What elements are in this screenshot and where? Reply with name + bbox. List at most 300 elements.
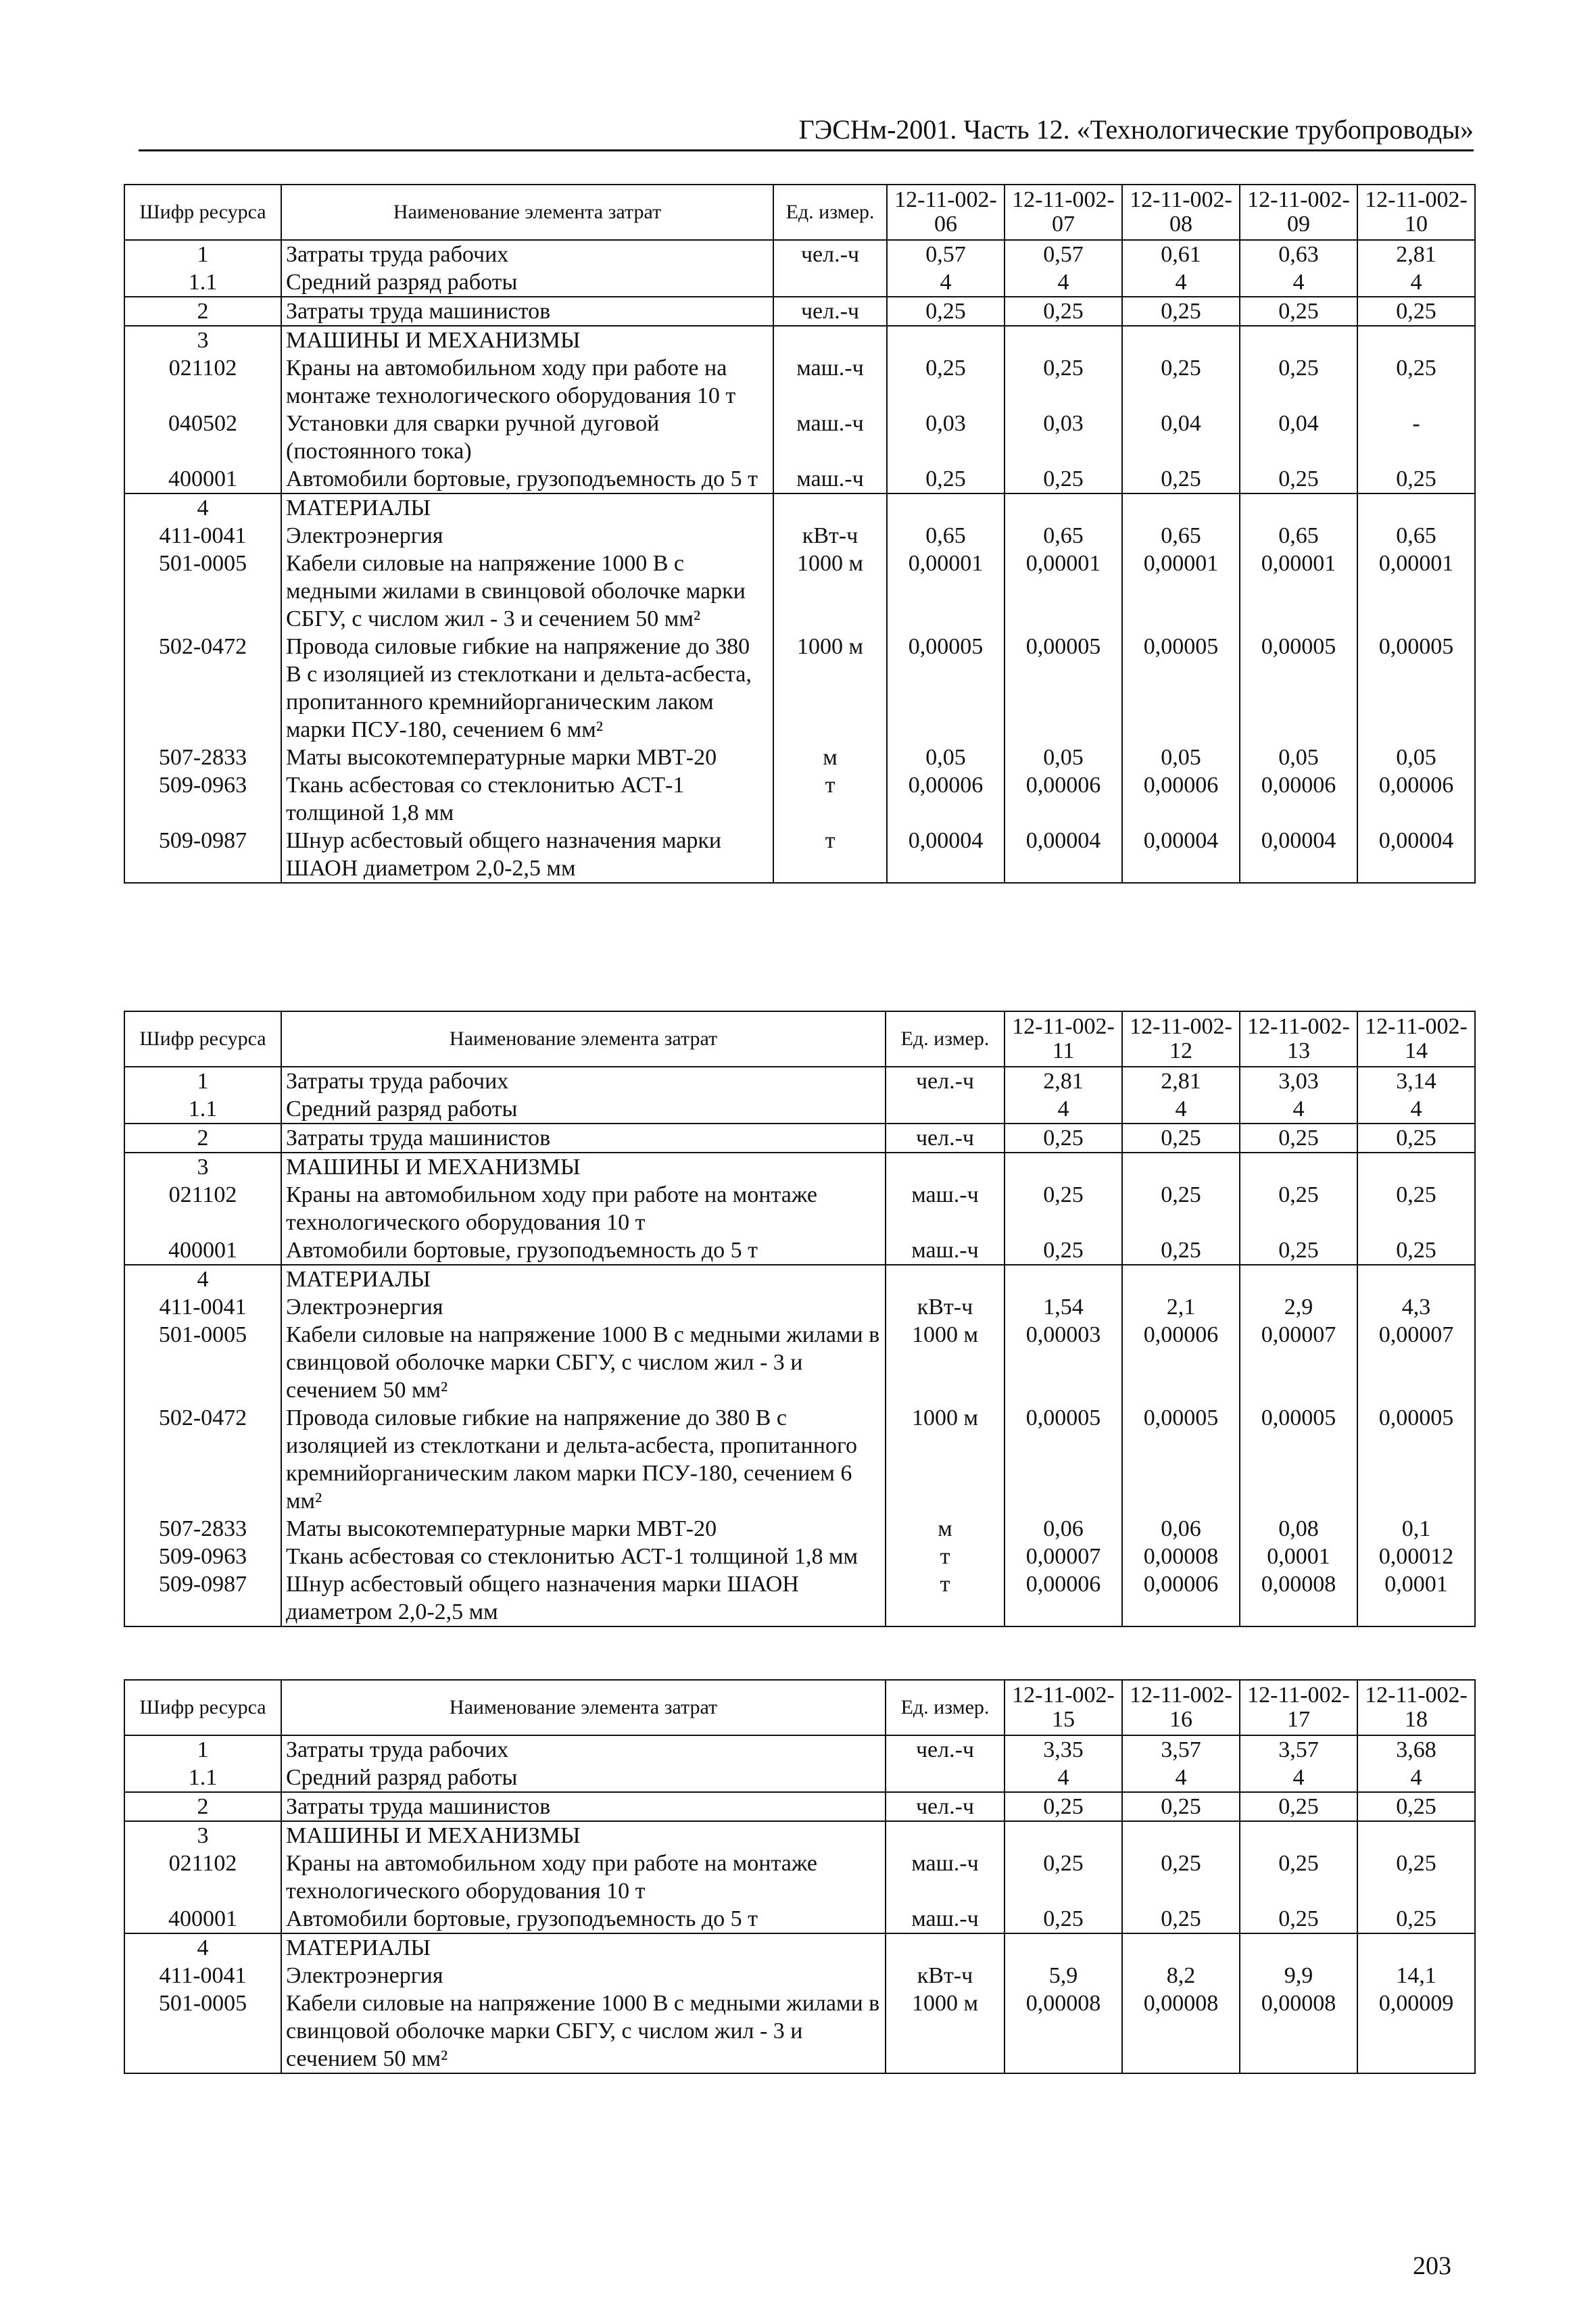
unit: маш.-ч bbox=[886, 1850, 1005, 1905]
norm-value bbox=[1240, 1933, 1357, 1962]
norm-value: 0,25 bbox=[1122, 1905, 1240, 1933]
norm-value: 0,08 bbox=[1240, 1515, 1357, 1543]
norm-value: 0,00007 bbox=[1357, 1321, 1475, 1404]
norm-value: 0,25 bbox=[1122, 297, 1240, 326]
norm-value: 0,1 bbox=[1357, 1515, 1475, 1543]
resource-code: 1.1 bbox=[124, 1764, 281, 1792]
unit: кВт-ч bbox=[886, 1962, 1005, 1989]
norm-value: 0,25 bbox=[1005, 297, 1122, 326]
unit: т bbox=[773, 771, 887, 827]
norm-value: 0,00005 bbox=[1240, 1404, 1357, 1515]
norm-value: 0,00006 bbox=[1240, 771, 1357, 827]
resource-code: 021102 bbox=[124, 1181, 281, 1236]
norm-value: 0,25 bbox=[1240, 1236, 1357, 1265]
norms-table-3 bbox=[124, 1679, 1476, 2074]
norm-value: 4 bbox=[1240, 1764, 1357, 1792]
unit bbox=[886, 1933, 1005, 1962]
table-row bbox=[124, 493, 1475, 522]
cost-element-name: Краны на автомобильном ходу при работе на монтаже технологического оборудования 10 т bbox=[281, 1181, 886, 1236]
norm-value bbox=[1357, 326, 1475, 354]
unit bbox=[886, 1764, 1005, 1792]
norm-value: 0,03 bbox=[1005, 410, 1122, 465]
norm-value: 14,1 bbox=[1357, 1962, 1475, 1989]
norm-value: 0,25 bbox=[1122, 1850, 1240, 1905]
norm-value bbox=[1005, 1821, 1122, 1850]
norm-value: 0,63 bbox=[1240, 240, 1357, 268]
norm-value: 0,25 bbox=[1122, 1792, 1240, 1821]
norm-value: 0,25 bbox=[1005, 354, 1122, 410]
norm-value: 0,65 bbox=[1122, 522, 1240, 550]
table-row bbox=[124, 240, 1475, 268]
norm-value: 0,25 bbox=[1122, 465, 1240, 493]
resource-code: 501-0005 bbox=[124, 1321, 281, 1404]
resource-code: 040502 bbox=[124, 410, 281, 465]
cost-element-name: Провода силовые гибкие на напряжение до 380 В с изоляцией из стеклоткани и дельта-асбеста, пропитанного кремнийорганическим лаком марки ПСУ-180, сечением 6 мм² bbox=[281, 633, 773, 744]
norm-value bbox=[1240, 1821, 1357, 1850]
cost-element-name: Автомобили бортовые, грузоподъемность до 5 т bbox=[281, 1236, 886, 1265]
resource-code: 509-0963 bbox=[124, 1543, 281, 1570]
norm-value: 0,25 bbox=[1357, 465, 1475, 493]
norm-value: 0,05 bbox=[1122, 744, 1240, 771]
norm-value: 2,81 bbox=[1122, 1067, 1240, 1095]
norm-value: 0,00004 bbox=[887, 827, 1005, 883]
norm-value: 0,00005 bbox=[1357, 633, 1475, 744]
norm-value bbox=[1005, 493, 1122, 522]
table-row bbox=[124, 354, 1475, 410]
resource-code: 4 bbox=[124, 1265, 281, 1293]
cost-element-name: Кабели силовые на напряжение 1000 В с медными жилами в свинцовой оболочке марки СБГУ, с числом жил - 3 и сечением 50 мм² bbox=[281, 1321, 886, 1404]
header-col: 12-11-002-08 bbox=[1122, 185, 1240, 240]
resource-code: 3 bbox=[124, 1153, 281, 1181]
norm-value: 0,0001 bbox=[1357, 1570, 1475, 1626]
table-row bbox=[124, 744, 1475, 771]
norm-value: 0,25 bbox=[887, 354, 1005, 410]
norm-value bbox=[1357, 493, 1475, 522]
unit: т bbox=[886, 1543, 1005, 1570]
norm-value bbox=[1005, 1153, 1122, 1181]
norm-value: 0,05 bbox=[1005, 744, 1122, 771]
unit: 1000 м bbox=[773, 633, 887, 744]
norm-value: 0,00004 bbox=[1122, 827, 1240, 883]
norm-value: 4 bbox=[1357, 1095, 1475, 1124]
norm-value bbox=[1240, 326, 1357, 354]
table-row bbox=[124, 1181, 1475, 1236]
norm-value: 4 bbox=[1240, 1095, 1357, 1124]
table-row bbox=[124, 550, 1475, 633]
cost-element-name: Маты высокотемпературные марки МВТ-20 bbox=[281, 1515, 886, 1543]
norm-value: 0,25 bbox=[1005, 1181, 1122, 1236]
unit: маш.-ч bbox=[773, 410, 887, 465]
section-title: МАТЕРИАЛЫ bbox=[281, 1933, 886, 1962]
norm-value: 0,00001 bbox=[1357, 550, 1475, 633]
norm-value: 1,54 bbox=[1005, 1293, 1122, 1321]
resource-code: 4 bbox=[124, 493, 281, 522]
table-row bbox=[124, 1905, 1475, 1933]
unit: чел.-ч bbox=[886, 1735, 1005, 1764]
norm-value: 0,25 bbox=[1122, 1124, 1240, 1153]
resource-code: 411-0041 bbox=[124, 522, 281, 550]
resource-code: 502-0472 bbox=[124, 1404, 281, 1515]
table-row bbox=[124, 522, 1475, 550]
norm-value: 4 bbox=[887, 268, 1005, 297]
unit: 1000 м bbox=[886, 1321, 1005, 1404]
norm-value: 4 bbox=[1357, 268, 1475, 297]
header-col: 12-11-002-12 bbox=[1122, 1011, 1240, 1067]
norm-value: 0,00003 bbox=[1005, 1321, 1122, 1404]
norm-value: 0,06 bbox=[1122, 1515, 1240, 1543]
norm-value: 0,25 bbox=[1240, 297, 1357, 326]
resource-code: 1 bbox=[124, 1067, 281, 1095]
norm-value: 0,00006 bbox=[887, 771, 1005, 827]
norm-value: 0,25 bbox=[1357, 297, 1475, 326]
unit: маш.-ч bbox=[886, 1181, 1005, 1236]
norm-value bbox=[1357, 1153, 1475, 1181]
cost-element-name: Средний разряд работы bbox=[281, 1764, 886, 1792]
header-code: Шифр ресурса bbox=[124, 185, 281, 240]
norm-value: 9,9 bbox=[1240, 1962, 1357, 1989]
table-row bbox=[124, 1570, 1475, 1626]
norm-value: 0,25 bbox=[1240, 1905, 1357, 1933]
resource-code: 507-2833 bbox=[124, 744, 281, 771]
norm-value: 0,00005 bbox=[1357, 1404, 1475, 1515]
table-row bbox=[124, 297, 1475, 326]
unit bbox=[886, 1265, 1005, 1293]
norm-value: 0,05 bbox=[887, 744, 1005, 771]
table-row bbox=[124, 1124, 1475, 1153]
cost-element-name: Провода силовые гибкие на напряжение до 380 В с изоляцией из стеклоткани и дельта-асбеста, пропитанного кремнийорганическим лаком марки ПСУ-180, сечением 6 мм² bbox=[281, 1404, 886, 1515]
unit: т bbox=[886, 1570, 1005, 1626]
resource-code: 2 bbox=[124, 1792, 281, 1821]
resource-code: 411-0041 bbox=[124, 1293, 281, 1321]
resource-code: 1.1 bbox=[124, 1095, 281, 1124]
section-title: МАШИНЫ И МЕХАНИЗМЫ bbox=[281, 326, 773, 354]
norm-value: 3,57 bbox=[1240, 1735, 1357, 1764]
norm-value bbox=[1240, 1265, 1357, 1293]
norm-value: 3,03 bbox=[1240, 1067, 1357, 1095]
cost-element-name: Средний разряд работы bbox=[281, 1095, 886, 1124]
norm-value: 0,65 bbox=[887, 522, 1005, 550]
norm-value: - bbox=[1357, 410, 1475, 465]
norm-value: 0,25 bbox=[1005, 1905, 1122, 1933]
table-row bbox=[124, 1067, 1475, 1095]
header-title: ГЭСНм-2001. Часть 12. «Технологические трубопроводы» bbox=[798, 114, 1474, 145]
unit: 1000 м bbox=[886, 1404, 1005, 1515]
norm-value: 0,25 bbox=[1005, 1236, 1122, 1265]
unit bbox=[886, 1095, 1005, 1124]
table-row bbox=[124, 771, 1475, 827]
norm-value: 2,81 bbox=[1005, 1067, 1122, 1095]
cost-element-name: Затраты труда машинистов bbox=[281, 297, 773, 326]
norm-value: 0,25 bbox=[1240, 1124, 1357, 1153]
norm-value: 0,03 bbox=[887, 410, 1005, 465]
norm-value: 0,00007 bbox=[1005, 1543, 1122, 1570]
norm-value: 0,25 bbox=[1357, 1850, 1475, 1905]
page-header bbox=[139, 114, 1474, 151]
table-header-row bbox=[124, 1680, 1475, 1735]
resource-code: 1 bbox=[124, 1735, 281, 1764]
unit: м bbox=[773, 744, 887, 771]
norm-value: 0,25 bbox=[887, 465, 1005, 493]
resource-code: 507-2833 bbox=[124, 1515, 281, 1543]
cost-element-name: Маты высокотемпературные марки МВТ-20 bbox=[281, 744, 773, 771]
norm-value bbox=[1005, 1933, 1122, 1962]
unit: маш.-ч bbox=[886, 1236, 1005, 1265]
table-row bbox=[124, 1792, 1475, 1821]
unit: м bbox=[886, 1515, 1005, 1543]
table-row bbox=[124, 268, 1475, 297]
norm-value: 0,25 bbox=[1357, 1905, 1475, 1933]
resource-code: 2 bbox=[124, 1124, 281, 1153]
header-unit: Ед. измер. bbox=[773, 185, 887, 240]
resource-code: 400001 bbox=[124, 1236, 281, 1265]
norm-value: 0,25 bbox=[1122, 1181, 1240, 1236]
norm-value: 4 bbox=[1122, 1095, 1240, 1124]
norm-value: 4 bbox=[1122, 268, 1240, 297]
table-row bbox=[124, 1735, 1475, 1764]
norm-value: 0,00004 bbox=[1240, 827, 1357, 883]
header-col: 12-11-002-13 bbox=[1240, 1011, 1357, 1067]
norm-value: 0,00005 bbox=[1122, 633, 1240, 744]
section-title: МАШИНЫ И МЕХАНИЗМЫ bbox=[281, 1821, 886, 1850]
norm-value: 4 bbox=[1005, 1764, 1122, 1792]
header-col: 12-11-002-07 bbox=[1005, 185, 1122, 240]
cost-element-name: Шнур асбестовый общего назначения марки ШАОН диаметром 2,0-2,5 мм bbox=[281, 827, 773, 883]
norms-table-2 bbox=[124, 1011, 1476, 1627]
norm-value bbox=[1122, 1821, 1240, 1850]
norm-value: 0,00005 bbox=[1122, 1404, 1240, 1515]
norm-value: 0,00001 bbox=[887, 550, 1005, 633]
norm-value: 4 bbox=[1122, 1764, 1240, 1792]
norm-value bbox=[887, 326, 1005, 354]
resource-code: 501-0005 bbox=[124, 550, 281, 633]
norm-value: 0,0001 bbox=[1240, 1543, 1357, 1570]
norm-value: 0,00009 bbox=[1357, 1989, 1475, 2073]
table-row bbox=[124, 1153, 1475, 1181]
unit: кВт-ч bbox=[886, 1293, 1005, 1321]
norm-value: 0,05 bbox=[1357, 744, 1475, 771]
table-header-row bbox=[124, 1011, 1475, 1067]
unit bbox=[773, 268, 887, 297]
cost-element-name: Ткань асбестовая со стеклонитью АСТ-1 толщиной 1,8 мм bbox=[281, 1543, 886, 1570]
unit bbox=[886, 1153, 1005, 1181]
resource-code: 3 bbox=[124, 1821, 281, 1850]
norm-value: 4 bbox=[1357, 1764, 1475, 1792]
norm-value: 0,00008 bbox=[1240, 1570, 1357, 1626]
header-col: 12-11-002-16 bbox=[1122, 1680, 1240, 1735]
norm-value: 0,65 bbox=[1240, 522, 1357, 550]
cost-element-name: Краны на автомобильном ходу при работе на монтаже технологического оборудования 10 т bbox=[281, 1850, 886, 1905]
cost-element-name: Кабели силовые на напряжение 1000 В с медными жилами в свинцовой оболочке марки СБГУ, с числом жил - 3 и сечением 50 мм² bbox=[281, 1989, 886, 2073]
unit bbox=[886, 1821, 1005, 1850]
page-number: 203 bbox=[1413, 2252, 1451, 2280]
norm-value: 0,25 bbox=[1240, 1792, 1357, 1821]
norm-value: 3,68 bbox=[1357, 1735, 1475, 1764]
cost-element-name: Шнур асбестовый общего назначения марки ШАОН диаметром 2,0-2,5 мм bbox=[281, 1570, 886, 1626]
header-unit: Ед. измер. bbox=[886, 1680, 1005, 1735]
norm-value: 0,65 bbox=[1005, 522, 1122, 550]
header-col: 12-11-002-09 bbox=[1240, 185, 1357, 240]
resource-code: 509-0987 bbox=[124, 1570, 281, 1626]
norm-value bbox=[1357, 1933, 1475, 1962]
table-row bbox=[124, 465, 1475, 493]
norm-value: 0,00008 bbox=[1240, 1989, 1357, 2073]
unit bbox=[773, 326, 887, 354]
norm-value: 0,00006 bbox=[1122, 1570, 1240, 1626]
resource-code: 400001 bbox=[124, 465, 281, 493]
cost-element-name: Электроэнергия bbox=[281, 522, 773, 550]
table-header-row bbox=[124, 185, 1475, 240]
norm-value: 0,61 bbox=[1122, 240, 1240, 268]
norm-value: 0,00006 bbox=[1005, 1570, 1122, 1626]
table-row bbox=[124, 1543, 1475, 1570]
cost-element-name: Затраты труда машинистов bbox=[281, 1124, 886, 1153]
header-col: 12-11-002-10 bbox=[1357, 185, 1475, 240]
table-row bbox=[124, 1236, 1475, 1265]
norm-value: 0,00006 bbox=[1122, 771, 1240, 827]
norm-value bbox=[1357, 1821, 1475, 1850]
table-row bbox=[124, 1293, 1475, 1321]
table-row bbox=[124, 1933, 1475, 1962]
norm-value: 0,25 bbox=[1122, 1236, 1240, 1265]
unit: чел.-ч bbox=[886, 1124, 1005, 1153]
norm-value bbox=[1240, 493, 1357, 522]
table-row bbox=[124, 1764, 1475, 1792]
header-name: Наименование элемента затрат bbox=[281, 1011, 886, 1067]
header-col: 12-11-002-17 bbox=[1240, 1680, 1357, 1735]
norm-value: 0,00005 bbox=[1240, 633, 1357, 744]
table-row bbox=[124, 1321, 1475, 1404]
norm-value: 0,25 bbox=[1357, 1792, 1475, 1821]
norm-value bbox=[1240, 1153, 1357, 1181]
norm-value: 0,25 bbox=[1005, 465, 1122, 493]
unit: 1000 м bbox=[773, 550, 887, 633]
cost-element-name: Автомобили бортовые, грузоподъемность до 5 т bbox=[281, 1905, 886, 1933]
unit: маш.-ч bbox=[773, 354, 887, 410]
norm-value: 0,00005 bbox=[1005, 633, 1122, 744]
table-row bbox=[124, 410, 1475, 465]
cost-element-name: Краны на автомобильном ходу при работе на монтаже технологического оборудования 10 т bbox=[281, 354, 773, 410]
norm-value: 0,04 bbox=[1240, 410, 1357, 465]
resource-code: 3 bbox=[124, 326, 281, 354]
resource-code: 1.1 bbox=[124, 268, 281, 297]
table-row bbox=[124, 1821, 1475, 1850]
unit: кВт-ч bbox=[773, 522, 887, 550]
table-row bbox=[124, 1989, 1475, 2073]
cost-element-name: Ткань асбестовая со стеклонитью АСТ-1 толщиной 1,8 мм bbox=[281, 771, 773, 827]
norm-value: 0,00012 bbox=[1357, 1543, 1475, 1570]
section-title: МАШИНЫ И МЕХАНИЗМЫ bbox=[281, 1153, 886, 1181]
header-code: Шифр ресурса bbox=[124, 1011, 281, 1067]
section-title: МАТЕРИАЛЫ bbox=[281, 1265, 886, 1293]
norm-value: 4 bbox=[1005, 1095, 1122, 1124]
table-row bbox=[124, 633, 1475, 744]
norm-value: 2,1 bbox=[1122, 1293, 1240, 1321]
unit: чел.-ч bbox=[773, 297, 887, 326]
norm-value: 0,00001 bbox=[1005, 550, 1122, 633]
cost-element-name: Затраты труда рабочих bbox=[281, 240, 773, 268]
norm-value: 2,9 bbox=[1240, 1293, 1357, 1321]
resource-code: 509-0987 bbox=[124, 827, 281, 883]
header-col: 12-11-002-06 bbox=[887, 185, 1005, 240]
norm-value: 2,81 bbox=[1357, 240, 1475, 268]
table-row bbox=[124, 1515, 1475, 1543]
norm-value bbox=[1357, 1265, 1475, 1293]
norm-value: 0,00006 bbox=[1122, 1321, 1240, 1404]
norm-value bbox=[1122, 326, 1240, 354]
section-title: МАТЕРИАЛЫ bbox=[281, 493, 773, 522]
resource-code: 509-0963 bbox=[124, 771, 281, 827]
unit: маш.-ч bbox=[773, 465, 887, 493]
unit: чел.-ч bbox=[886, 1792, 1005, 1821]
norm-value: 0,00006 bbox=[1357, 771, 1475, 827]
table-row bbox=[124, 326, 1475, 354]
norm-value: 0,00008 bbox=[1122, 1989, 1240, 2073]
resource-code: 4 bbox=[124, 1933, 281, 1962]
resource-code: 501-0005 bbox=[124, 1989, 281, 2073]
cost-element-name: Затраты труда рабочих bbox=[281, 1067, 886, 1095]
norm-value: 0,00008 bbox=[1005, 1989, 1122, 2073]
norm-value: 0,25 bbox=[1005, 1850, 1122, 1905]
norm-value: 0,25 bbox=[1357, 1181, 1475, 1236]
norm-value: 4 bbox=[1240, 268, 1357, 297]
table-row bbox=[124, 1404, 1475, 1515]
norm-value: 0,00006 bbox=[1005, 771, 1122, 827]
resource-code: 1 bbox=[124, 240, 281, 268]
norm-value: 0,57 bbox=[887, 240, 1005, 268]
unit bbox=[773, 493, 887, 522]
norm-value: 4 bbox=[1005, 268, 1122, 297]
norm-value: 3,14 bbox=[1357, 1067, 1475, 1095]
header-name: Наименование элемента затрат bbox=[281, 1680, 886, 1735]
norm-value: 0,00001 bbox=[1240, 550, 1357, 633]
unit: маш.-ч bbox=[886, 1905, 1005, 1933]
norm-value: 0,00007 bbox=[1240, 1321, 1357, 1404]
norm-value: 0,25 bbox=[1240, 1850, 1357, 1905]
cost-element-name: Средний разряд работы bbox=[281, 268, 773, 297]
norm-value: 0,25 bbox=[1005, 1124, 1122, 1153]
resource-code: 2 bbox=[124, 297, 281, 326]
norm-value: 0,00004 bbox=[1005, 827, 1122, 883]
norm-value: 0,25 bbox=[1240, 1181, 1357, 1236]
norm-value: 0,25 bbox=[1357, 354, 1475, 410]
norm-value bbox=[1122, 1265, 1240, 1293]
norm-value: 0,00004 bbox=[1357, 827, 1475, 883]
resource-code: 021102 bbox=[124, 1850, 281, 1905]
unit: т bbox=[773, 827, 887, 883]
norm-value bbox=[1122, 493, 1240, 522]
unit: 1000 м bbox=[886, 1989, 1005, 2073]
norm-value: 0,25 bbox=[1357, 1236, 1475, 1265]
norm-value bbox=[1005, 326, 1122, 354]
norm-value bbox=[887, 493, 1005, 522]
norm-value: 8,2 bbox=[1122, 1962, 1240, 1989]
cost-element-name: Установки для сварки ручной дуговой (постоянного тока) bbox=[281, 410, 773, 465]
header-col: 12-11-002-15 bbox=[1005, 1680, 1122, 1735]
norm-value: 0,25 bbox=[1005, 1792, 1122, 1821]
norm-value: 0,25 bbox=[1122, 354, 1240, 410]
table-row bbox=[124, 1962, 1475, 1989]
norm-value: 0,00008 bbox=[1122, 1543, 1240, 1570]
cost-element-name: Электроэнергия bbox=[281, 1962, 886, 1989]
norm-value: 3,57 bbox=[1122, 1735, 1240, 1764]
norm-value: 0,06 bbox=[1005, 1515, 1122, 1543]
norm-value: 0,25 bbox=[1357, 1124, 1475, 1153]
norm-value: 0,04 bbox=[1122, 410, 1240, 465]
norm-value bbox=[1005, 1265, 1122, 1293]
norm-value: 0,00001 bbox=[1122, 550, 1240, 633]
unit: чел.-ч bbox=[773, 240, 887, 268]
cost-element-name: Затраты труда машинистов bbox=[281, 1792, 886, 1821]
